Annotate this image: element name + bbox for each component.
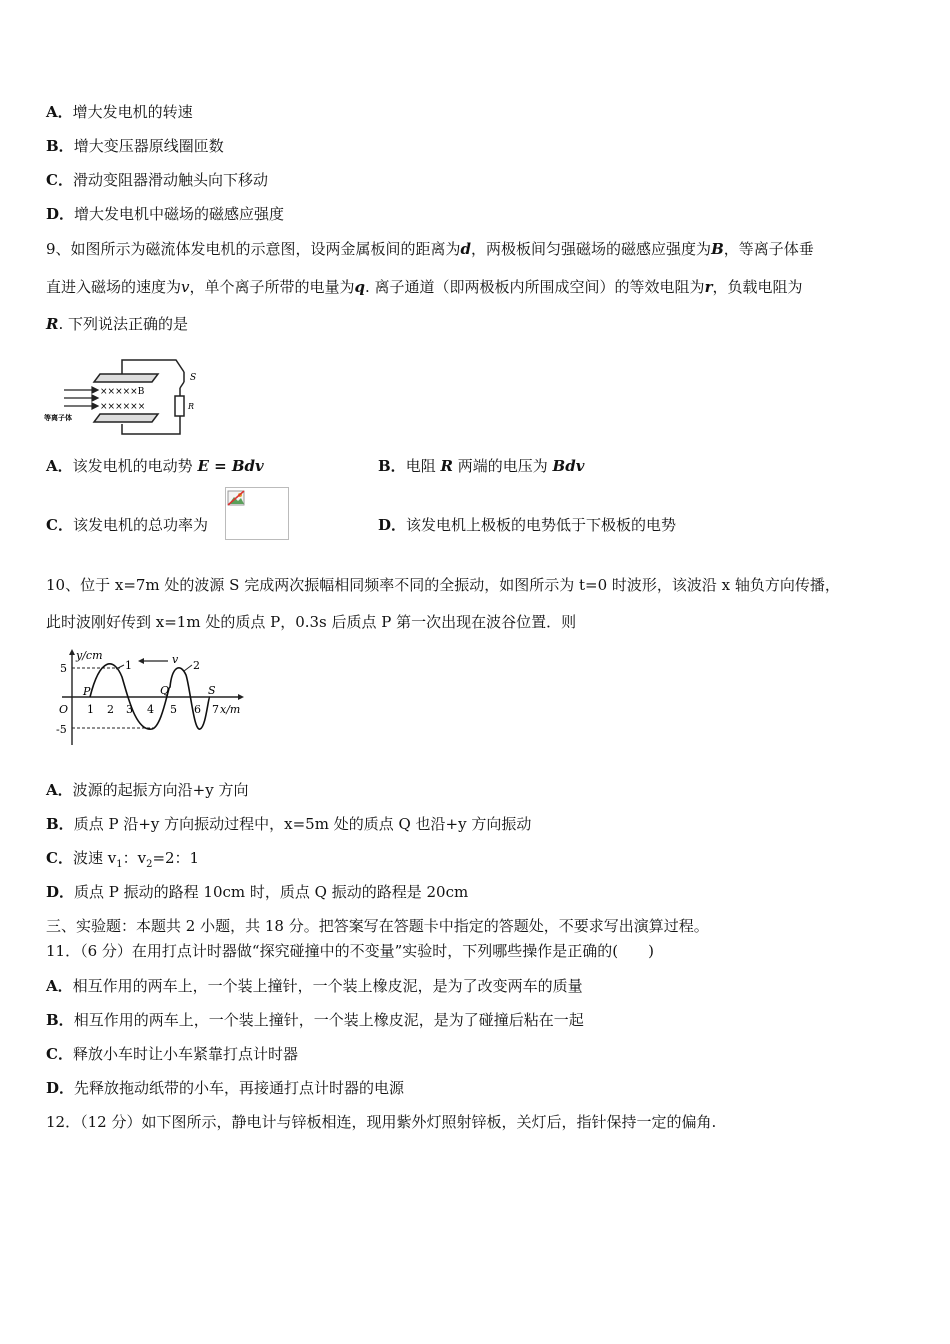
x-tick-2: 2 <box>107 703 114 716</box>
q10-option-a: A．波源的起振方向沿+y 方向 <box>46 781 249 799</box>
label-crosses: ×××××× <box>100 402 146 412</box>
q9-option-c: C．该发电机的总功率为 <box>46 516 208 534</box>
label-b-crosses: ×××××B <box>100 387 145 397</box>
q10-option-b: B．质点 P 沿+y 方向振动过程中，x=5m 处的质点 Q 也沿+y 方向振动 <box>46 815 532 833</box>
q11-option-a: A．相互作用的两车上，一个装上撞针，一个装上橡皮泥，是为了改变两车的质量 <box>46 977 583 995</box>
q9-generator-figure <box>44 352 204 440</box>
label-2: 2 <box>193 659 200 672</box>
x-tick-7: 7 <box>212 703 219 716</box>
q9-stem-line2: 直进入磁场的速度为v，单个离子所带的电量为q. 离子通道（即两极板内所围成空间）的等效电阻为r，负载电阻为 <box>46 278 803 296</box>
q10-option-c: C．波速 $v_1$：$v_2=2$：1 <box>46 849 200 870</box>
label-p: P <box>83 685 91 698</box>
top-plate <box>94 374 158 382</box>
q11-option-c: C．释放小车时让小车紧靠打点计时器 <box>46 1045 298 1063</box>
label-s: S <box>208 684 216 697</box>
label-origin: O <box>59 703 69 716</box>
section-3-heading: 三、实验题：本题共 2 小题，共 18 分。把答案写在答题卡中指定的答题处，不要求写出演算过程。 <box>46 917 709 935</box>
broken-image-placeholder <box>225 487 289 540</box>
q10-option-d: D．质点 P 振动的路程 10cm 时，质点 Q 振动的路程是 20cm <box>46 883 469 901</box>
label-ylabel: y/cm <box>76 649 103 662</box>
q9-stem-line1: 9、如图所示为磁流体发电机的示意图，设两金属板间的距离为d，两极板间匀强磁场的磁感应强度为B，等离子体垂 <box>46 240 814 258</box>
x-tick-1: 1 <box>87 703 94 716</box>
q9-option-b: B．电阻 R 两端的电压为 Bdv <box>378 457 585 475</box>
q11-option-d: D．先释放拖动纸带的小车，再接通打点计时器的电源 <box>46 1079 405 1097</box>
q8-option-b: B．增大变压器原线圈匝数 <box>46 137 224 155</box>
label-fluid: 等离子体 <box>44 413 72 422</box>
q8-option-c: C．滑动变阻器滑动触头向下移动 <box>46 171 268 189</box>
q10-stem-line2: 此时波刚好传到 x=1m 处的质点 P，0.3s 后质点 P 第一次出现在波谷位置．则 <box>46 613 577 631</box>
bottom-plate <box>94 414 158 422</box>
q11-stem: 11．（6 分）在用打点计时器做“探究碰撞中的不变量”实验时，下列哪些操作是正确的( ) <box>46 942 654 960</box>
label-1: 1 <box>125 659 132 672</box>
broken-image-icon <box>227 490 247 508</box>
label-q: Q <box>160 684 170 697</box>
label-r: R <box>188 402 195 411</box>
q10-wave-graph <box>52 647 252 747</box>
label-xlabel: x/m <box>220 703 241 716</box>
q8-option-d: D．增大发电机中磁场的磁感应强度 <box>46 205 285 223</box>
q12-stem: 12．（12 分）如下图所示，静电计与锌板相连，现用紫外灯照射锌板，关灯后，指针保持一定的偏角. <box>46 1113 717 1131</box>
q9-option-d: D．该发电机上极板的电势低于下极板的电势 <box>378 516 677 534</box>
x-tick-3: 3 <box>126 703 133 716</box>
q11-option-b: B．相互作用的两车上，一个装上撞针，一个装上橡皮泥，是为了碰撞后粘在一起 <box>46 1011 584 1029</box>
q9-option-a: A．该发电机的电动势 E = Bdv <box>46 457 264 475</box>
label-y-top: 5 <box>60 662 67 675</box>
q8-option-a: A．增大发电机的转速 <box>46 103 193 121</box>
q10-stem-line1: 10、位于 x=7m 处的波源 S 完成两次振幅相同频率不同的全振动，如图所示为 t=0 时波形，该波沿 x 轴负方向传播， <box>46 576 840 594</box>
resistor-r <box>175 396 184 416</box>
label-v: v <box>172 653 179 666</box>
q9-stem-line3: R. 下列说法正确的是 <box>46 315 189 333</box>
x-tick-5: 5 <box>170 703 177 716</box>
x-tick-6: 6 <box>194 703 201 716</box>
x-tick-4: 4 <box>147 703 154 716</box>
label-s: S <box>190 373 197 383</box>
label-y-bottom: -5 <box>56 723 67 736</box>
